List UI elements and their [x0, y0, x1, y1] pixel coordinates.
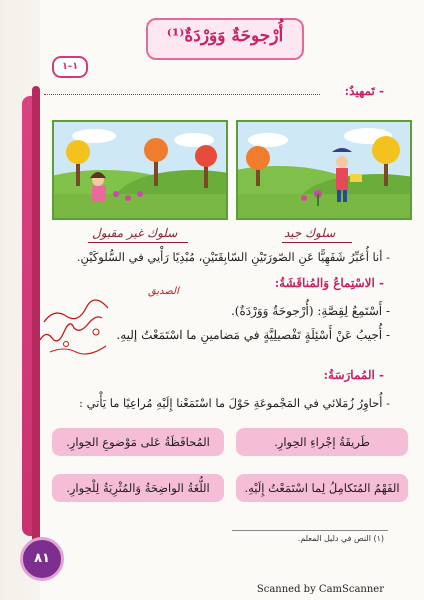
lesson-badge-label: ١-١	[61, 61, 79, 72]
page-number-badge	[20, 537, 64, 581]
page-number: ٨١	[34, 551, 50, 566]
caption-good-behaviour: سلوك جيد	[284, 226, 336, 240]
practice-heading: - المُمارَسَةُ:	[323, 368, 384, 382]
dotted-rule	[44, 94, 320, 95]
lesson-title: أُرْجوحَةٌ وَوَرْدَةٌ⁽¹⁾	[166, 26, 284, 46]
caption-underline	[88, 242, 188, 243]
intro-heading: - تَمهيدٌ:	[344, 84, 384, 98]
picture-good-behaviour	[236, 120, 412, 220]
criteria-pill	[52, 428, 224, 456]
criteria-pill-label: طَريقَةُ إجْراءِ الحِوارِ.	[274, 435, 370, 449]
footnote: (١) النص في دليل المعلم.	[297, 534, 384, 543]
footnote-rule	[232, 530, 388, 531]
intro-line: - أنا أُعَبِّرُ شَفَهِيًّا عَنِ الصّورَتَيْنِ السّابِقَتَيْنِ، مُبْدِيًا رَأْيي في السُّلوكَيْنِ.	[76, 250, 390, 264]
criteria-pill-label: اللُّغَةُ الواضِحَةُ وَالمُثْرِيَةُ لِلْحِوارِ.	[66, 481, 210, 495]
lesson-badge	[52, 56, 88, 78]
title-box	[146, 18, 304, 60]
criteria-pill-label: الفَهْمُ المُتَكامِلُ لِما اسْتَمَعْتُ إِلَيْهِ.	[244, 481, 400, 495]
criteria-pill	[52, 474, 224, 502]
caption-underline	[282, 242, 352, 243]
picture-bad-behaviour	[52, 120, 228, 220]
listening-heading: - الاسْتِماعُ وَالمُناقَشَةُ:	[274, 276, 384, 290]
criteria-pill-label: المُحافَظَةُ عَلى مَوْضوعِ الحِوارِ.	[66, 435, 210, 449]
practice-line: - أُحاوِرُ زُمَلائي في المَجْموعَةِ حَوْلَ ما اسْتَمَعْنا إِلَيْهِ مُراعِيًا ما يَأْتي :	[79, 396, 390, 410]
listen-line: - أَسْتَمِعُ لِقِصَّةِ: (أُرْجوحَةٌ وَوَرْدَةٌ).	[230, 304, 390, 318]
criteria-pill	[236, 474, 408, 502]
handwritten-note	[36, 286, 179, 358]
caption-bad-behaviour: سلوك غير مقبول	[92, 226, 178, 240]
answer-line: - أُجيبُ عَنْ أَسْئِلَةٍ تَفْصيلِيَّةٍ في مَضامينِ ما اسْتَمَعْتُ إليهِ.	[116, 328, 390, 342]
criteria-pill	[236, 428, 408, 456]
scanner-credit: Scanned by CamScanner	[256, 584, 384, 595]
handwritten-note-text: الصديق	[148, 286, 179, 297]
